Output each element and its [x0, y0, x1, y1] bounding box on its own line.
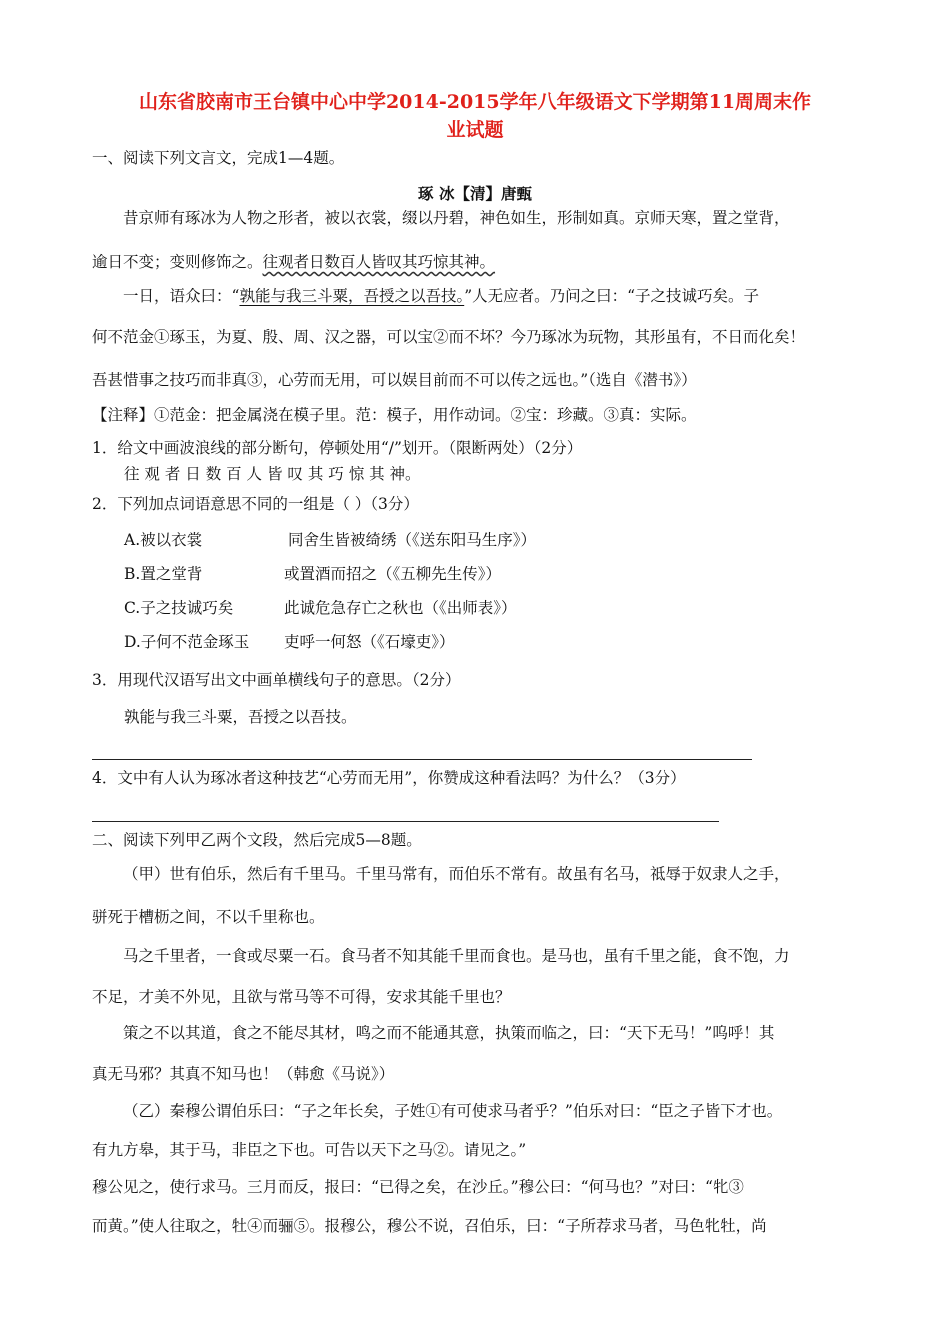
option-a-right: 同舍生皆被绮绣（《送东阳马生序》）: [288, 531, 537, 549]
jia-paragraph-1-line-2: 骈死于槽枥之间，不以千里称也。: [92, 908, 325, 926]
jia-paragraph-3-line-2: 真无马邪？其真不知马也！（韩愈《马说》）: [92, 1065, 395, 1083]
section-1-heading: 一、阅读下列文言文，完成1—4题。: [92, 149, 345, 167]
option-b-right: 或置酒而招之（《五柳先生传》）: [284, 565, 502, 583]
title-line-1: 山东省胶南市王台镇中心中学2014-2015学年八年级语文下学期第11周周末作: [138, 91, 812, 113]
underlined-sentence: 孰能与我三斗粟，吾授之以吾技。: [239, 287, 465, 305]
passage-paragraph-2-line-3: 吾甚惜事之技巧而非真③，心劳而无用，可以娱目前而不可以传之远也。”（选自《潜书》）: [92, 371, 697, 389]
jia-paragraph-2-line-1: 马之千里者，一食或尽粟一石。食马者不知其能千里而食也。是马也，虽有千里之能，食不饱，力: [123, 947, 790, 965]
option-d-right: 吏呼一何怒（《石壕吏》）: [284, 633, 455, 651]
question-3-text: 孰能与我三斗粟，吾授之以吾技。: [124, 708, 357, 726]
passage-paragraph-1-line-1: 昔京师有琢冰为人物之形者，被以衣裳，缀以丹碧，神色如生，形制如真。京师天寒，置之堂背，: [123, 209, 790, 227]
annotation-notes: 【注释】①范金：把金属浇在模子里。范：模子，用作动词。②宝：珍藏。③真：实际。: [92, 406, 697, 424]
option-b-left: B.置之堂背: [124, 565, 203, 583]
question-2: 2．下列加点词语意思不同的一组是（ ）（3分）: [92, 495, 419, 513]
answer-line-q4: [92, 821, 719, 822]
section-2-heading: 二、阅读下列甲乙两个文段，然后完成5—8题。: [92, 831, 422, 849]
wavy-underlined-sentence: 往观者日数百人皆叹其巧惊其神。: [262, 253, 496, 271]
answer-line-q3: [92, 759, 752, 760]
title-line-2: 业试题: [446, 119, 504, 141]
jia-paragraph-1-line-1: （甲）世有伯乐，然后有千里马。千里马常有，而伯乐不常有。故虽有名马，祗辱于奴隶人之手，: [123, 865, 790, 883]
jia-paragraph-2-line-2: 不足，才美不外见，且欲与常马等不可得，安求其能千里也？: [92, 988, 511, 1006]
document-title: [80, 88, 870, 144]
passage-paragraph-2-line-2: 何不范金①琢玉，为夏、殷、周、汉之器，可以宝②而不坏？今乃琢冰为玩物，其形虽有，不日而化矣！: [92, 328, 806, 346]
passage-title: 琢 冰【清】唐甄: [418, 184, 532, 203]
question-1: 1．给文中画波浪线的部分断句，停顿处用“/”划开。（限断两处）（2分）: [92, 439, 583, 457]
yi-paragraph-line-1: （乙）秦穆公谓伯乐曰：“子之年长矣，子姓①有可使求马者乎？”伯乐对曰：“臣之子皆下才也。: [123, 1102, 783, 1120]
option-c-right: 此诚危急存亡之秋也（《出师表》）: [284, 599, 517, 617]
jia-paragraph-3-line-1: 策之不以其道，食之不能尽其材，鸣之而不能通其意，执策而临之，曰：“天下无马！”呜呼！其: [123, 1024, 775, 1042]
question-1-text: 往 观 者 日 数 百 人 皆 叹 其 巧 惊 其 神。: [124, 465, 421, 483]
passage-paragraph-2-line-1: 一日，语众曰：“孰能与我三斗粟，吾授之以吾技。”人无应者。乃问之曰：“子之技诚巧矣。子: [123, 287, 760, 305]
question-3: 3．用现代汉语写出文中画单横线句子的意思。（2分）: [92, 671, 461, 689]
yi-paragraph-line-2: 有九方皋，其于马，非臣之下也。可告以天下之马②。请见之。”: [92, 1141, 527, 1159]
option-d-left: D.子何不范金琢玉: [124, 633, 250, 651]
question-4: 4．文中有人认为琢冰者这种技艺“心劳而无用”，你赞成这种看法吗？为什么？（3分）: [92, 769, 686, 787]
passage-paragraph-1-line-2: 逾日不变；变则修饰之。往观者日数百人皆叹其巧惊其神。: [92, 253, 496, 271]
option-a-left: A.被以衣裳: [124, 531, 203, 549]
option-c-left: C.子之技诚巧矣: [124, 599, 234, 617]
yi-paragraph-line-4: 而黄。”使人往取之，牡④而骊⑤。报穆公，穆公不说，召伯乐，曰：“子所荐求马者，马色牝牡，尚: [92, 1217, 767, 1235]
yi-paragraph-line-3: 穆公见之，使行求马。三月而反，报曰：“已得之矣，在沙丘。”穆公曰：“何马也？”对曰：“牝③: [92, 1178, 744, 1196]
